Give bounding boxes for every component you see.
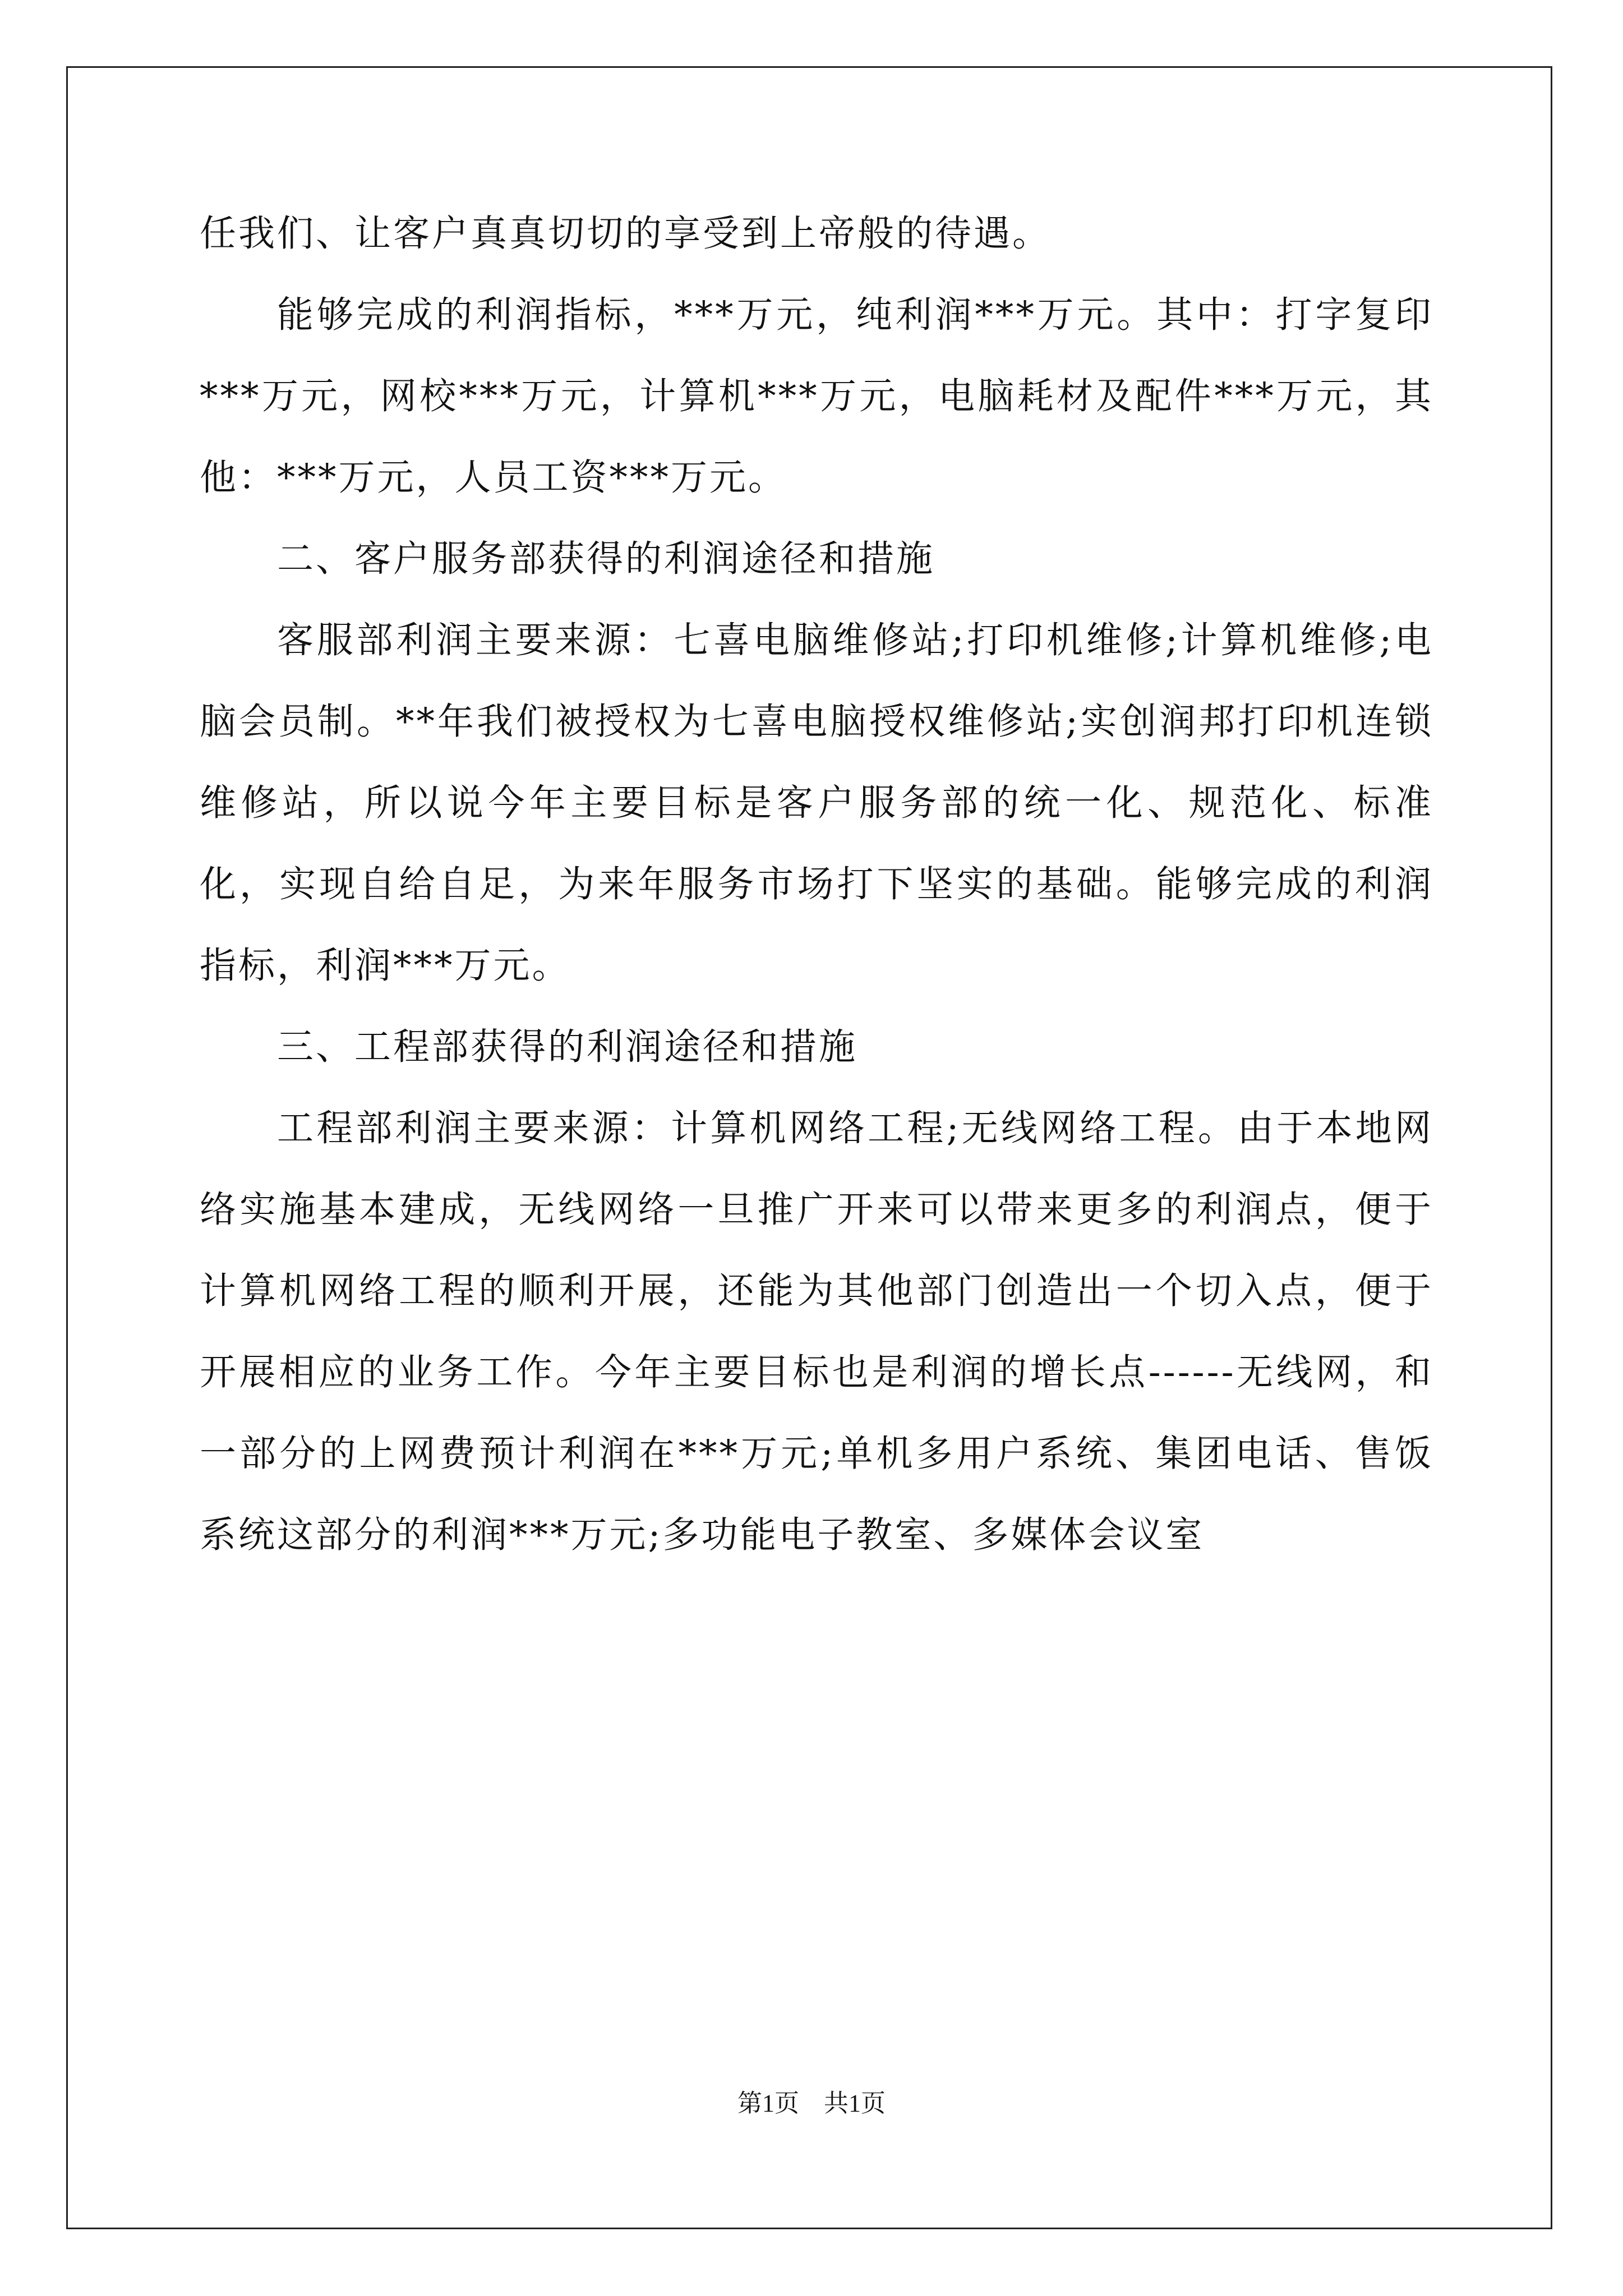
section-heading-2: 二、客户服务部获得的利润途径和措施	[277, 538, 935, 580]
document-body	[200, 193, 1433, 1576]
page-number-footer: 第1页 共1页	[737, 2090, 886, 2117]
paragraph-4: 工程部利润主要来源：计算机网络工程;无线网络工程。由于本地网络实施基本建成，无线网络一旦推广开来可以带来更多的利润点，便于计算机网络工程的顺利开展，还能为其他部门创造出一个切入点，便于开展相应的业务工作。今年主要目标也是利润的增长点------无线网，和一部分的上网费预计利润在***万元;单机多用户系统、集团电话、售饭系统这部分的利润***万元;多功能电子教室、多媒体会议室	[200, 1107, 1433, 1556]
paragraph-1: 任我们、让客户真真切切的享受到上帝般的待遇。	[200, 213, 1052, 255]
paragraph-2: 能够完成的利润指标，***万元，纯利润***万元。其中：打字复印***万元，网校***万元，计算机***万元，电脑耗材及配件***万元，其他：***万元，人员工资***万元。	[200, 294, 1433, 499]
section-heading-3: 三、工程部获得的利润途径和措施	[277, 1026, 858, 1068]
paragraph-3: 客服部利润主要来源：七喜电脑维修站;打印机维修;计算机维修;电脑会员制。**年我们被授权为七喜电脑授权维修站;实创润邦打印机连锁维修站，所以说今年主要目标是客户服务部的统一化、规范化、标准化，实现自给自足，为来年服务市场打下坚实的基础。能够完成的利润指标，利润***万元。	[200, 619, 1433, 987]
